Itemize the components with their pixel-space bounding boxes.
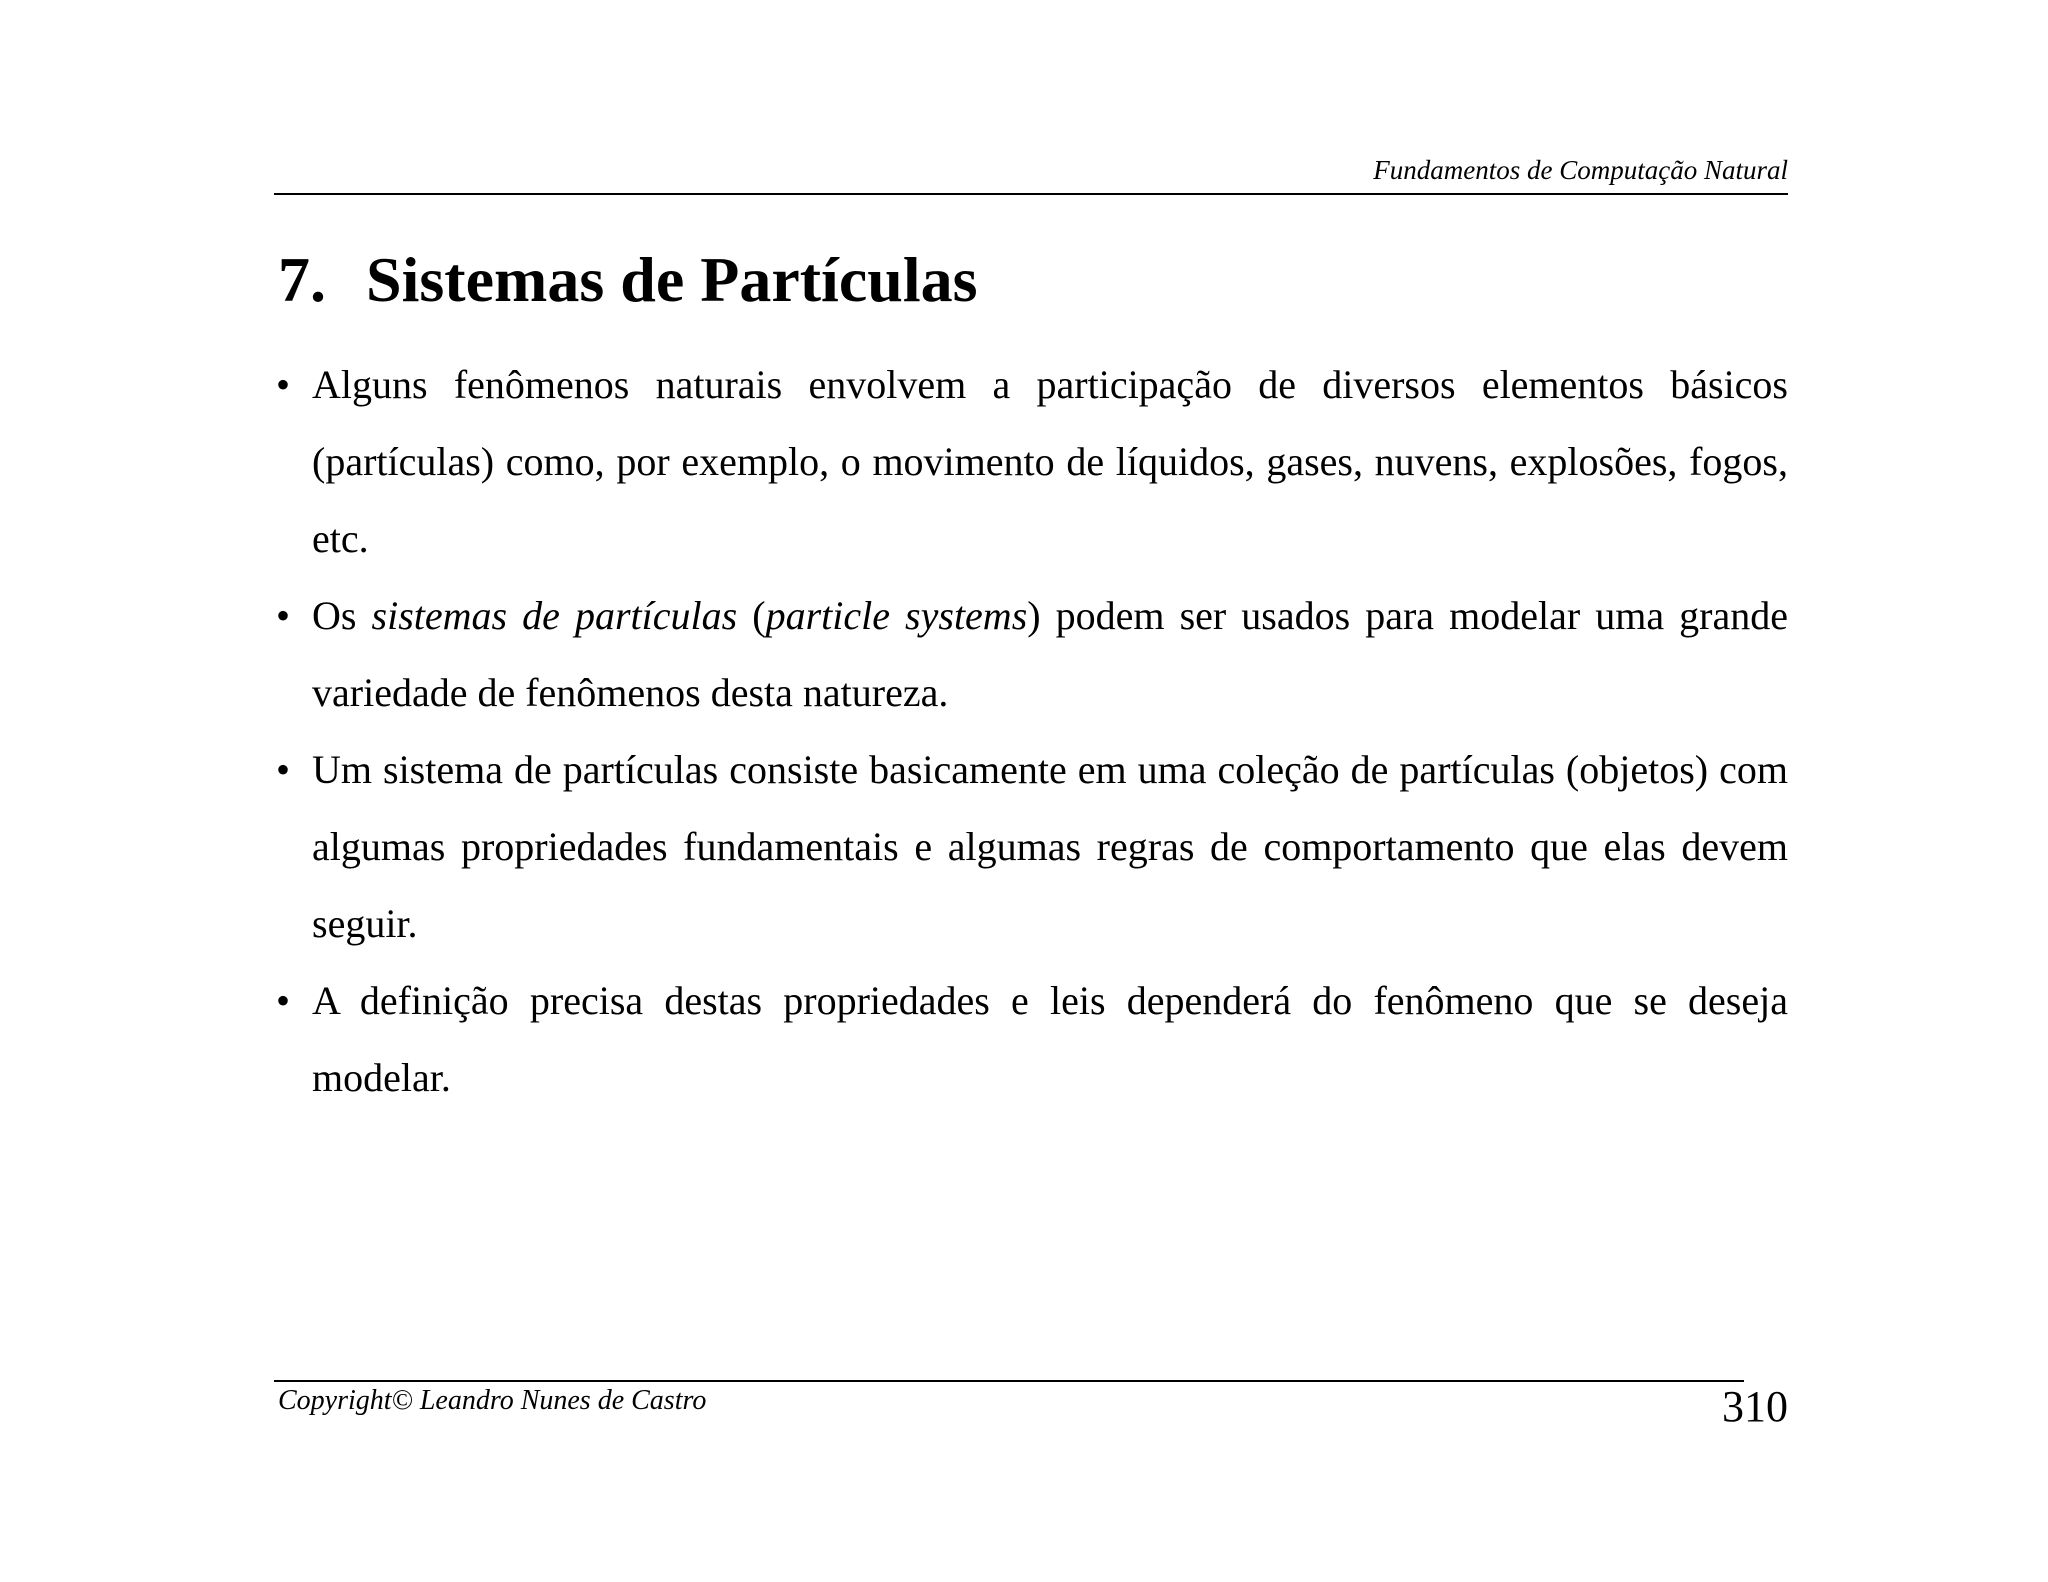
footer-rule [274,1380,1744,1382]
bullet-marker: • [276,593,291,638]
bullet-marker: • [276,362,291,407]
bullet-item-1 [274,346,1788,577]
bullet-text-italic: particle systems [765,593,1028,638]
bullet-text-part: ) podem ser usados para modelar uma grande variedade de fenômenos desta natureza. [312,593,1788,715]
section-title [278,240,978,320]
bullet-item-2 [274,577,1788,731]
running-header: Fundamentos de Computação Natural [1373,155,1788,185]
bullet-list [274,346,1788,1116]
bullet-text: Um sistema de partículas consiste basicamente em uma coleção de partículas (objetos) com algumas propriedades fundamentais e algumas regras de comportamento que elas devem seguir. [312,747,1788,946]
bullet-marker: • [276,747,291,792]
section-title-text: Sistemas de Partículas [366,244,978,315]
bullet-item-4 [274,962,1788,1116]
bullet-text-part: Os [312,593,372,638]
bullet-text-italic: sistemas de partículas [371,593,738,638]
footer-copyright: Copyright© Leandro Nunes de Castro [278,1385,707,1416]
header-rule [274,193,1788,195]
bullet-text-part: ( [737,593,766,638]
bullet-marker: • [276,978,291,1023]
bullet-text: Alguns fenômenos naturais envolvem a participação de diversos elementos básicos (partículas) como, por exemplo, o movimento de líquidos, gases, nuvens, explosões, fogos, etc. [312,362,1788,561]
bullet-text: A definição precisa destas propriedades e leis dependerá do fenômeno que se deseja modelar. [312,978,1788,1100]
page-number: 310 [1722,1382,1788,1431]
bullet-item-3 [274,731,1788,962]
section-number: 7. [278,244,326,315]
